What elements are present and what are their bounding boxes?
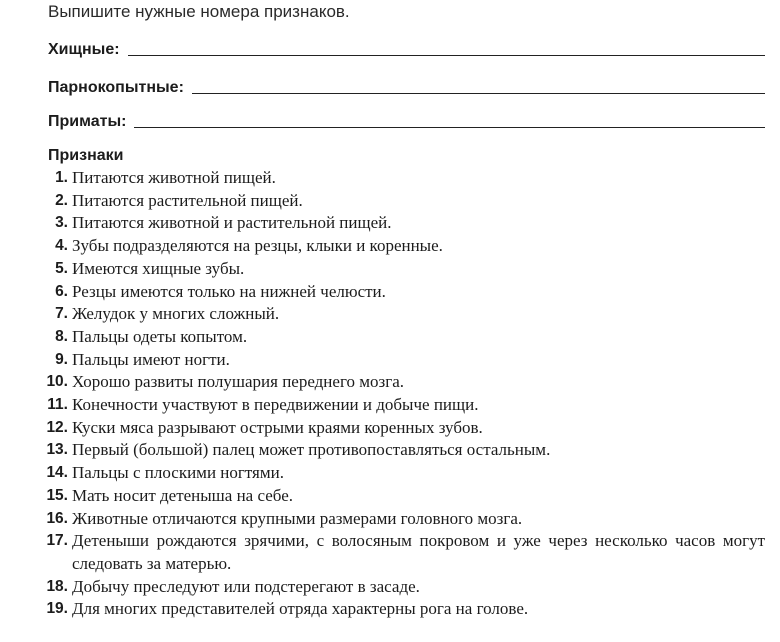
feature-number: 5. <box>55 259 68 277</box>
feature-text: Пальцы имеют ногти. <box>72 349 230 369</box>
feature-item <box>30 485 765 508</box>
feature-number: 17. <box>46 532 68 550</box>
feature-text: Имеются хищные зубы. <box>72 258 245 278</box>
feature-text: Конечности участвуют в передвижении и добыче пищи. <box>72 395 479 415</box>
feature-item <box>30 417 765 440</box>
feature-item <box>30 508 765 531</box>
feature-number: 4. <box>55 237 68 255</box>
feature-number: 10. <box>46 373 68 391</box>
feature-text: Детеныши рождаются зрячими, с волосяным покровом и уже через несколько часов могут следовать за матерью. <box>72 531 765 573</box>
answer-label-artiodactyls: Парнокопытные: <box>48 79 184 96</box>
feature-item <box>30 258 765 281</box>
feature-text: Пальцы одеты копытом. <box>72 326 248 346</box>
feature-number: 2. <box>55 191 68 209</box>
feature-text: Питаются растительной пищей. <box>72 190 303 210</box>
feature-number: 9. <box>55 350 68 368</box>
feature-item <box>30 394 765 417</box>
instruction-text: Выпишите нужные номера признаков. <box>48 2 350 21</box>
answer-label-primates: Приматы: <box>48 113 127 130</box>
feature-text: Желудок у многих сложный. <box>72 304 280 324</box>
feature-item <box>30 212 765 235</box>
feature-item <box>30 439 765 462</box>
feature-text: Резцы имеются только на нижней челюсти. <box>72 281 386 301</box>
feature-number: 16. <box>46 509 68 527</box>
feature-item <box>30 349 765 372</box>
feature-number: 15. <box>46 486 68 504</box>
features-list <box>30 167 765 621</box>
answer-row-artiodactyls <box>48 72 765 98</box>
feature-item <box>30 167 765 190</box>
feature-item <box>30 598 765 621</box>
feature-number: 12. <box>46 418 68 436</box>
feature-item <box>30 303 765 326</box>
feature-number: 19. <box>46 600 68 618</box>
feature-item <box>30 576 765 599</box>
feature-number: 18. <box>46 577 68 595</box>
feature-item <box>30 281 765 304</box>
feature-number: 8. <box>55 327 68 345</box>
feature-text: Куски мяса разрывают острыми краями коренных зубов. <box>72 417 483 437</box>
answer-blank-predators[interactable] <box>128 35 765 56</box>
feature-text: Мать носит детеныша на себе. <box>72 485 293 505</box>
feature-number: 6. <box>55 282 68 300</box>
feature-item <box>30 190 765 213</box>
feature-item <box>30 235 765 258</box>
feature-text: Добычу преследуют или подстерегают в засаде. <box>72 576 420 596</box>
feature-number: 7. <box>55 305 68 323</box>
feature-text: Питаются животной и растительной пищей. <box>72 213 392 233</box>
feature-text: Животные отличаются крупными размерами головного мозга. <box>72 508 523 528</box>
feature-item <box>30 530 765 575</box>
feature-text: Для многих представителей отряда характерны рога на голове. <box>72 599 529 619</box>
answer-label-predators: Хищные: <box>48 41 120 58</box>
feature-text: Пальцы с плоскими ногтями. <box>72 463 284 483</box>
feature-number: 1. <box>55 169 68 186</box>
answer-row-primates <box>48 106 765 132</box>
answer-blank-artiodactyls[interactable] <box>192 73 765 94</box>
feature-item <box>30 462 765 485</box>
answer-row-predators <box>48 34 765 60</box>
feature-number: 11. <box>47 396 68 414</box>
answer-blank-primates[interactable] <box>134 107 765 128</box>
feature-text: Питаются животной пищей. <box>72 168 276 187</box>
feature-item <box>30 326 765 349</box>
feature-text: Зубы подразделяются на резцы, клыки и коренные. <box>72 236 443 256</box>
features-heading: Признаки <box>48 147 124 164</box>
feature-number: 3. <box>55 214 68 232</box>
feature-text: Хорошо развиты полушария переднего мозга. <box>72 372 404 392</box>
feature-text: Первый (большой) палец может противопоставляться остальным. <box>72 440 551 460</box>
feature-item <box>30 371 765 394</box>
feature-number: 13. <box>46 441 68 459</box>
feature-number: 14. <box>46 464 68 482</box>
